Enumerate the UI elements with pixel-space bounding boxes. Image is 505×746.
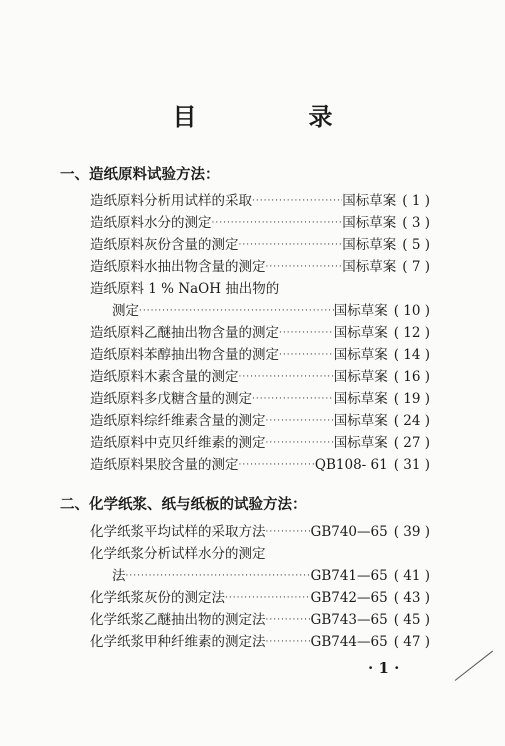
entry-page: ( 24 ) xyxy=(393,413,430,429)
entry-page: ( 10 ) xyxy=(393,303,430,319)
section-heading-1: 一、造纸原料试验方法： xyxy=(60,167,220,183)
entry-label: 造纸原料水分的测定 xyxy=(90,215,212,231)
pencil-mark xyxy=(455,651,493,681)
entry-source: GB743—65 xyxy=(310,612,388,628)
toc-entry[interactable] xyxy=(90,212,430,234)
leader-dots xyxy=(266,631,311,653)
toc-entry[interactable] xyxy=(90,388,430,410)
entry-page: ( 47 ) xyxy=(393,634,430,650)
leader-dots xyxy=(252,190,342,212)
entry-source: 国标草案 xyxy=(342,259,397,275)
toc-entry[interactable] xyxy=(112,565,430,587)
leader-dots xyxy=(225,587,311,609)
entry-page: ( 41 ) xyxy=(393,568,430,584)
page-number: · 1 · xyxy=(368,659,400,677)
entry-label: 造纸原料中克贝纤维素的测定 xyxy=(90,435,266,451)
entry-label-line1[interactable]: 造纸原料 1 % NaOH 抽出物的 xyxy=(90,281,280,297)
entry-label-line2: 法 xyxy=(112,568,126,584)
leader-dots xyxy=(239,234,343,256)
entry-label: 造纸原料灰份含量的测定 xyxy=(90,237,239,253)
entry-label: 造纸原料综纤维素含量的测定 xyxy=(90,413,266,429)
entry-label: 化学纸浆平均试样的采取方法 xyxy=(90,524,266,540)
entry-page: ( 43 ) xyxy=(393,590,430,606)
leader-dots xyxy=(279,344,334,366)
leader-dots xyxy=(266,609,311,631)
toc-entry[interactable] xyxy=(90,609,430,631)
entry-source: 国标草案 xyxy=(333,303,388,319)
entry-label: 化学纸浆甲种纤维素的测定法 xyxy=(90,634,266,650)
leader-dots xyxy=(126,565,311,587)
entry-page: ( 1 ) xyxy=(402,193,430,209)
entry-page: ( 19 ) xyxy=(393,391,430,407)
section-heading-2: 二、化学纸浆、纸与纸板的试验方法： xyxy=(60,497,307,513)
entry-label-line2: 测定 xyxy=(112,303,139,319)
entry-source: GB741—65 xyxy=(310,568,388,584)
toc-entry[interactable] xyxy=(90,454,430,476)
entry-source: 国标草案 xyxy=(333,413,388,429)
entry-page: ( 7 ) xyxy=(402,259,430,275)
toc-entry[interactable] xyxy=(90,234,430,256)
leader-dots xyxy=(266,432,334,454)
entry-source: GB742—65 xyxy=(310,590,388,606)
page-title: 目 录 xyxy=(172,102,377,131)
entry-label: 造纸原料果胶含量的测定 xyxy=(90,457,239,473)
entry-source: GB744—65 xyxy=(310,634,388,650)
toc-entry[interactable] xyxy=(90,322,430,344)
entry-page: ( 31 ) xyxy=(393,457,430,473)
leader-dots xyxy=(212,212,343,234)
leader-dots xyxy=(239,366,334,388)
entry-page: ( 12 ) xyxy=(393,325,430,341)
entry-source: 国标草案 xyxy=(333,369,388,385)
entry-source: 国标草案 xyxy=(333,347,388,363)
entry-source: QB108- 61 xyxy=(314,457,388,473)
entry-label: 造纸原料乙醚抽出物含量的测定 xyxy=(90,325,279,341)
entry-source: 国标草案 xyxy=(342,215,397,231)
leader-dots xyxy=(266,521,311,543)
entry-label: 化学纸浆乙醚抽出物的测定法 xyxy=(90,612,266,628)
entry-label: 造纸原料分析用试样的采取 xyxy=(90,193,252,209)
entry-page: ( 27 ) xyxy=(393,435,430,451)
entry-page: ( 39 ) xyxy=(393,524,430,540)
toc-entry[interactable] xyxy=(90,344,430,366)
entry-source: 国标草案 xyxy=(333,435,388,451)
entry-label: 造纸原料苯醇抽出物含量的测定 xyxy=(90,347,279,363)
leader-dots xyxy=(266,410,334,432)
entry-label: 造纸原料水抽出物含量的测定 xyxy=(90,259,266,275)
leader-dots xyxy=(266,256,343,278)
entry-page: ( 16 ) xyxy=(393,369,430,385)
entry-label-line1[interactable]: 化学纸浆分析试样水分的测定 xyxy=(90,546,266,562)
toc-entry[interactable] xyxy=(90,256,430,278)
entry-page: ( 14 ) xyxy=(393,347,430,363)
leader-dots xyxy=(252,388,334,410)
entry-source: 国标草案 xyxy=(333,391,388,407)
entry-page: ( 45 ) xyxy=(393,612,430,628)
toc-entry[interactable] xyxy=(90,432,430,454)
toc-entry[interactable] xyxy=(90,190,430,212)
leader-dots xyxy=(139,300,334,322)
toc-entry[interactable] xyxy=(90,631,430,653)
toc-entry[interactable] xyxy=(90,366,430,388)
toc-entry[interactable] xyxy=(90,410,430,432)
toc-entry[interactable] xyxy=(90,587,430,609)
entry-page: ( 3 ) xyxy=(402,215,430,231)
entry-label: 造纸原料木素含量的测定 xyxy=(90,369,239,385)
entry-source: 国标草案 xyxy=(333,325,388,341)
leader-dots xyxy=(279,322,334,344)
entry-label: 化学纸浆灰份的测定法 xyxy=(90,590,225,606)
entry-source: GB740—65 xyxy=(310,524,388,540)
toc-entry[interactable] xyxy=(112,300,430,322)
toc-entry[interactable] xyxy=(90,521,430,543)
entry-page: ( 5 ) xyxy=(402,237,430,253)
entry-source: 国标草案 xyxy=(342,193,397,209)
entry-source: 国标草案 xyxy=(342,237,397,253)
leader-dots xyxy=(239,454,315,476)
entry-label: 造纸原料多戊糖含量的测定 xyxy=(90,391,252,407)
